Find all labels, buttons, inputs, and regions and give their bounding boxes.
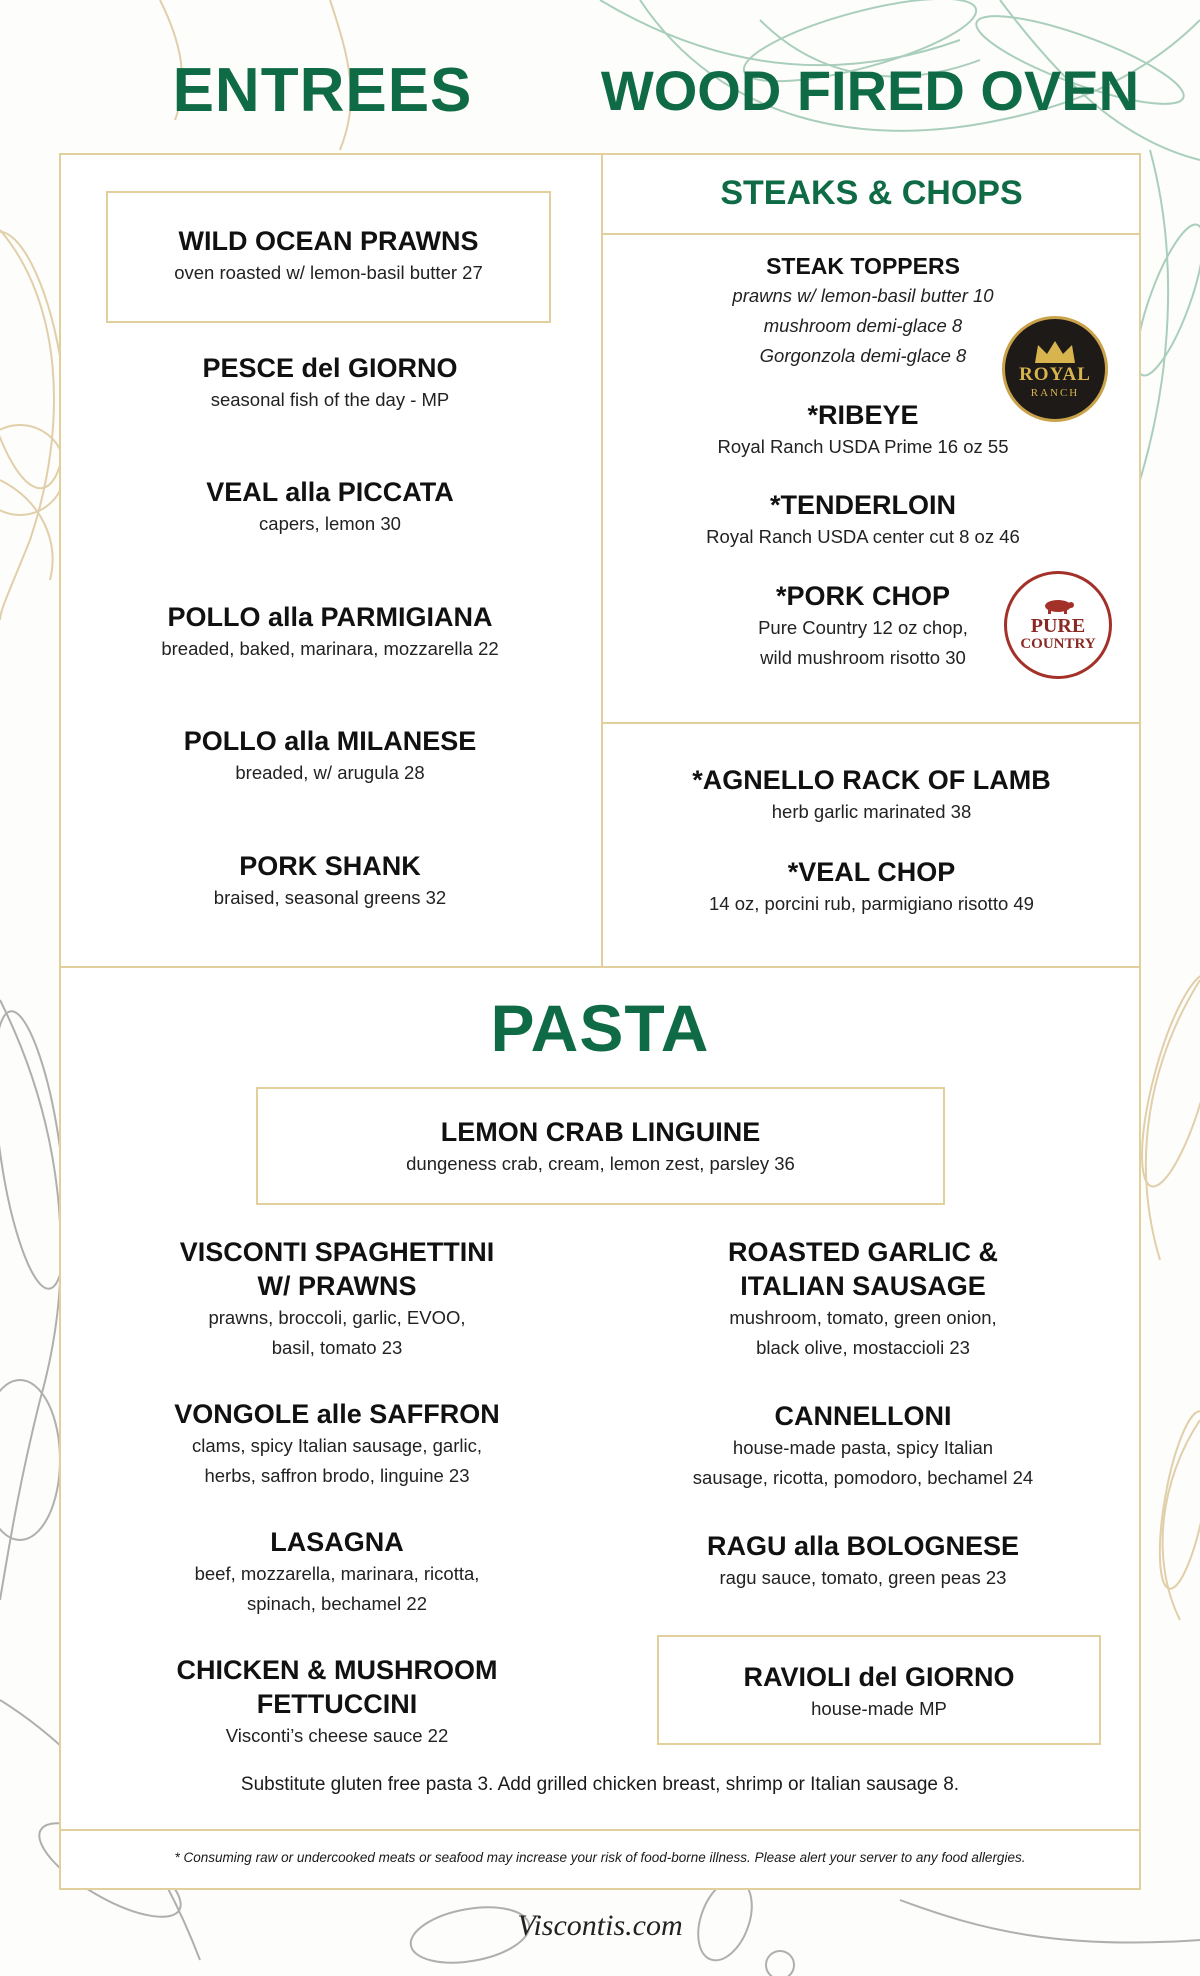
item-name: PORK SHANK (239, 851, 421, 881)
item-description: breaded, w/ arugula 28 (235, 762, 425, 783)
item-name: *PORK CHOP (775, 581, 951, 611)
menu-item-visconti-spaghettini (80, 1235, 594, 1363)
pig-icon (1041, 598, 1075, 614)
item-description: dungeness crab, cream, lemon zest, parsley 36 (406, 1153, 795, 1174)
menu-item-chicken-mushroom-fettuccini (80, 1653, 594, 1751)
item-name: CANNELLONI (774, 1401, 952, 1431)
logo-text: PURE (1030, 615, 1086, 637)
item-description: Gorgonzola demi-glace 8 (759, 345, 967, 366)
menu-item-roasted-garlic-italian-sausage (606, 1235, 1120, 1363)
item-description: mushroom, tomato, green onion, (729, 1307, 997, 1328)
item-name: *RIBEYE (807, 400, 919, 430)
item-description: capers, lemon 30 (259, 513, 401, 534)
item-name: LEMON CRAB LINGUINE (440, 1117, 761, 1147)
item-description: spinach, bechamel 22 (247, 1593, 427, 1614)
item-description: herbs, saffron brodo, linguine 23 (204, 1465, 470, 1486)
steaks-lamb-divider (602, 722, 1141, 724)
column-divider (601, 153, 603, 967)
item-description: 14 oz, porcini rub, parmigiano risotto 49 (709, 893, 1034, 914)
item-name: ROASTED GARLIC & (728, 1237, 998, 1267)
item-description: Visconti’s cheese sauce 22 (225, 1725, 449, 1746)
item-name: POLLO alla MILANESE (183, 726, 477, 756)
menu-item-lasagna (80, 1525, 594, 1619)
item-description: herb garlic marinated 38 (771, 801, 972, 822)
item-name: ITALIAN SAUSAGE (740, 1271, 986, 1301)
item-description: prawns, broccoli, garlic, EVOO, (208, 1307, 466, 1328)
item-name: POLLO alla PARMIGIANA (167, 602, 493, 632)
food-safety-disclaimer: * Consuming raw or undercooked meats or seafood may increase your risk of food-borne illness. Please alert your server to any food allergies. (174, 1850, 1026, 1865)
menu-item-veal-chop (602, 855, 1141, 919)
item-name: CHICKEN & MUSHROOM (176, 1655, 498, 1685)
item-description: clams, spicy Italian sausage, garlic, (192, 1435, 482, 1456)
menu-item-pollo-alla-parmigiana (80, 600, 580, 664)
menu-item-ravioli-del-giorno (657, 1660, 1101, 1724)
item-description: prawns w/ lemon-basil butter 10 (732, 285, 994, 306)
pasta-heading: PASTA (490, 991, 710, 1065)
pure-country-logo (1004, 571, 1112, 679)
menu-item-tenderloin (640, 488, 1086, 552)
pasta-substitution-note: Substitute gluten free pasta 3. Add grilled chicken breast, shrimp or Italian sausage 8. (240, 1774, 960, 1795)
item-description: black olive, mostaccioli 23 (756, 1337, 970, 1358)
website-link[interactable]: Viscontis.com (517, 1909, 683, 1942)
crown-icon (1032, 339, 1078, 365)
item-description: beef, mozzarella, marinara, ricotta, (194, 1563, 480, 1584)
menu-item-veal-alla-piccata (80, 475, 580, 539)
item-description: sausage, ricotta, pomodoro, bechamel 24 (692, 1467, 1034, 1488)
menu-item-pork-shank (80, 849, 580, 913)
item-name: *TENDERLOIN (769, 490, 956, 520)
menu-item-lemon-crab-linguine (256, 1115, 945, 1179)
item-description: oven roasted w/ lemon-basil butter 27 (174, 262, 483, 283)
pasta-section-divider (59, 966, 1141, 968)
item-description: seasonal fish of the day - MP (210, 389, 450, 410)
item-name: PESCE del GIORNO (202, 353, 458, 383)
item-description: basil, tomato 23 (271, 1337, 403, 1358)
item-description: mushroom demi-glace 8 (763, 315, 963, 336)
item-name: VONGOLE alle SAFFRON (174, 1399, 500, 1429)
item-name: FETTUCCINI (256, 1689, 418, 1719)
menu-item-pollo-alla-milanese (80, 724, 580, 788)
logo-subtext: RANCH (1030, 387, 1080, 399)
footnote-divider (59, 1829, 1141, 1831)
logo-text: ROYAL (1019, 364, 1091, 385)
item-description: Pure Country 12 oz chop, (758, 617, 968, 638)
item-description: ragu sauce, tomato, green peas 23 (719, 1567, 1007, 1588)
item-description: breaded, baked, marinara, mozzarella 22 (161, 638, 499, 659)
item-description: Royal Ranch USDA Prime 16 oz 55 (717, 436, 1009, 457)
steaks-header-divider (602, 233, 1141, 235)
item-name: W/ PRAWNS (257, 1271, 417, 1301)
item-name: *VEAL CHOP (787, 857, 956, 887)
item-name: VISCONTI SPAGHETTINI (179, 1237, 495, 1267)
entrees-heading: ENTREES (172, 56, 473, 125)
item-description: braised, seasonal greens 32 (213, 887, 447, 908)
menu-item-agnello-rack-of-lamb (602, 763, 1141, 827)
item-name: LASAGNA (270, 1527, 404, 1557)
menu-item-ragu-alla-bolognese (606, 1529, 1120, 1593)
menu-item-ribeye (650, 398, 1076, 462)
menu-item-cannelloni (606, 1399, 1120, 1493)
item-name: VEAL alla PICCATA (206, 477, 454, 507)
item-description: wild mushroom risotto 30 (760, 647, 966, 668)
item-name: RAGU alla BOLOGNESE (706, 1531, 1020, 1561)
item-description: house-made MP (811, 1698, 947, 1719)
item-name: *AGNELLO RACK OF LAMB (692, 765, 1051, 795)
item-name: RAVIOLI del GIORNO (743, 1662, 1015, 1692)
menu-item-pesce-del-giorno (80, 351, 580, 415)
menu-item-vongole-alle-saffron (80, 1397, 594, 1491)
steaks-chops-heading: STEAKS & CHOPS (720, 174, 1023, 212)
item-description: house-made pasta, spicy Italian (732, 1437, 994, 1458)
item-name: STEAK TOPPERS (766, 253, 960, 279)
logo-subtext: COUNTRY (1020, 636, 1096, 652)
item-description: Royal Ranch USDA center cut 8 oz 46 (706, 526, 1020, 547)
item-name: WILD OCEAN PRAWNS (178, 226, 479, 256)
menu-item-wild-ocean-prawns (106, 224, 551, 288)
wood-fired-oven-heading: WOOD FIRED OVEN (600, 59, 1140, 122)
